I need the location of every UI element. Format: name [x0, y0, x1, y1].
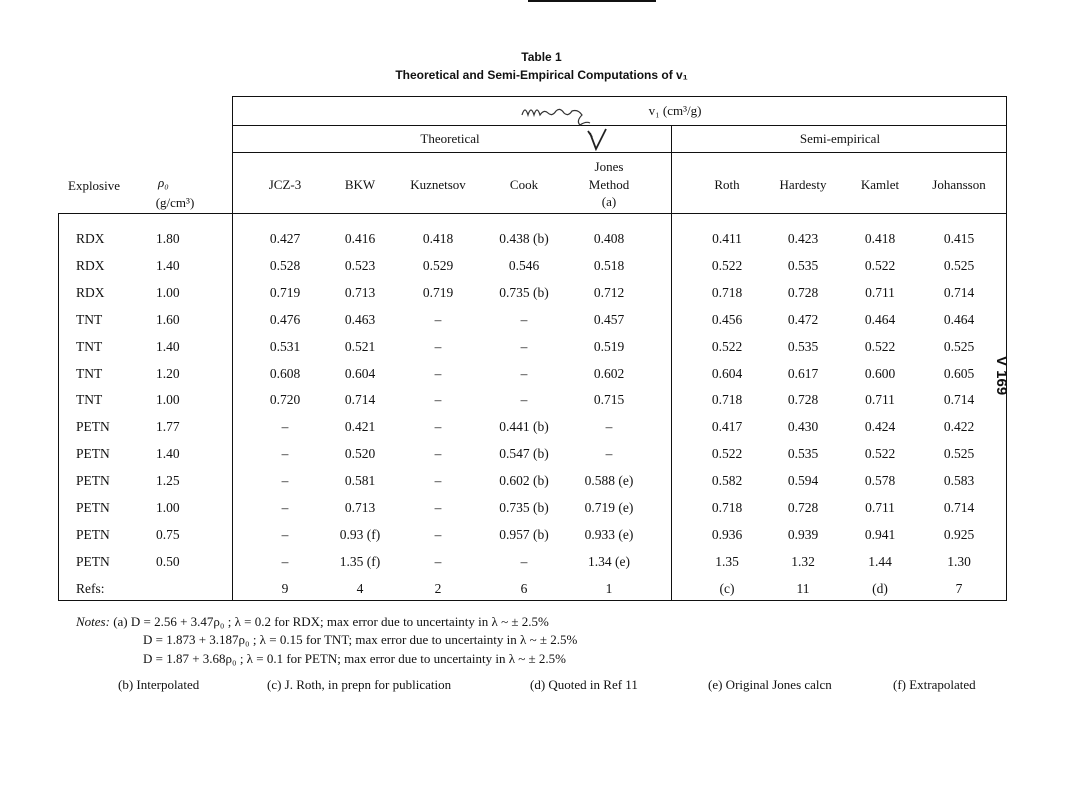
value-cell: –	[281, 446, 289, 462]
explosive-cell: PETN	[76, 553, 110, 569]
value-cell: –	[281, 473, 289, 489]
density-cell: 1.60	[156, 311, 180, 327]
value-cell: –	[605, 446, 613, 462]
value-cell: 11	[796, 580, 810, 596]
value-cell: 0.547 (b)	[499, 446, 549, 462]
explosive-cell: RDX	[76, 231, 105, 246]
value-cell: 0.427	[269, 231, 301, 246]
explosive-header: Explosive	[68, 178, 120, 193]
value-cell: 0.415	[943, 231, 975, 246]
value-cell: –	[434, 500, 442, 515]
value-cell: 0.735 (b)	[499, 284, 549, 300]
value-cell: 0.457	[593, 311, 625, 327]
value-cell: –	[520, 553, 528, 569]
header-bottom-border	[58, 213, 1007, 214]
explosive-cell: Refs:	[76, 580, 105, 596]
density-cell: 0.50	[156, 553, 180, 569]
value-cell: 0.522	[864, 446, 896, 462]
value-cell: –	[434, 553, 442, 569]
value-cell: 0.608	[269, 365, 301, 381]
density-cell: 1.20	[156, 365, 180, 381]
value-cell: 6	[520, 580, 528, 596]
value-cell: 0.535	[787, 446, 819, 462]
value-cell: 0.588 (e)	[584, 473, 634, 489]
value-cell: 0.464	[864, 311, 896, 327]
v1-unit-header: v₁ (cm³/g)	[648, 103, 702, 118]
value-cell: 1	[605, 580, 613, 596]
value-cell: –	[434, 526, 442, 542]
value-cell: 0.735 (b)	[499, 500, 549, 515]
footnote-c: (c) J. Roth, in prepn for publication	[267, 677, 452, 692]
value-cell: (c)	[719, 580, 735, 596]
value-cell: –	[520, 311, 528, 327]
value-cell: –	[281, 553, 289, 569]
explosive-cell: TNT	[76, 338, 103, 354]
value-cell: 0.714	[943, 500, 975, 515]
footnote-e: (e) Original Jones calcn	[708, 677, 832, 692]
table-left-border	[58, 213, 59, 601]
col-cook: Cook	[509, 177, 539, 192]
density-cell: 1.40	[156, 257, 180, 273]
theoretical-group-header: Theoretical	[420, 131, 480, 146]
col-jones-method: Method	[588, 177, 630, 192]
value-cell: 0.728	[787, 284, 819, 300]
footnote-b: (b) Interpolated	[118, 677, 200, 692]
explosive-cell: PETN	[76, 500, 110, 515]
value-cell: 1.32	[791, 553, 815, 569]
explosive-cell: RDX	[76, 257, 105, 273]
value-cell: 0.578	[864, 473, 896, 489]
value-cell: 0.602 (b)	[499, 473, 549, 489]
explosive-cell: RDX	[76, 284, 105, 300]
value-cell: 0.525	[943, 338, 975, 354]
value-cell: 0.714	[943, 284, 975, 300]
value-cell: 0.594	[787, 473, 819, 489]
table-right-border	[1006, 96, 1007, 601]
value-cell: 0.422	[943, 419, 975, 435]
value-cell: 0.711	[865, 284, 895, 300]
value-cell: 0.521	[344, 338, 376, 354]
value-cell: 0.718	[711, 500, 743, 515]
col-kamlet: Kamlet	[860, 177, 900, 192]
value-cell: 0.936	[711, 526, 743, 542]
value-cell: (d)	[872, 580, 888, 596]
explosive-cell: PETN	[76, 419, 110, 435]
value-cell: 0.600	[864, 365, 896, 381]
value-cell: 0.416	[344, 231, 376, 246]
handwritten-annotation	[520, 101, 620, 151]
value-cell: –	[281, 419, 289, 435]
explosive-cell: TNT	[76, 311, 103, 327]
semi-empirical-group-header: Semi-empirical	[799, 131, 881, 146]
value-cell: 0.523	[344, 257, 376, 273]
value-cell: 0.714	[344, 392, 376, 408]
density-cell: 1.00	[156, 500, 180, 515]
header-left-border	[232, 96, 233, 214]
value-cell: –	[434, 365, 442, 381]
column-divider-groups	[671, 125, 672, 601]
col-jones: Jones	[594, 159, 624, 174]
table-bottom-border	[58, 600, 1007, 601]
density-cell: 1.77	[156, 419, 180, 435]
value-cell: –	[434, 311, 442, 327]
column-divider-density	[232, 213, 233, 601]
value-cell: 0.711	[865, 500, 895, 515]
density-cell: 1.00	[156, 392, 180, 408]
value-cell: 1.44	[868, 553, 892, 569]
value-cell: 0.718	[711, 284, 743, 300]
col-roth: Roth	[714, 177, 740, 192]
value-cell: 0.715	[593, 392, 625, 408]
value-cell: –	[605, 419, 613, 435]
note-a-rdx: (a) D = 2.56 + 3.47ρ₀ ; λ = 0.2 for RDX; max error due to uncertainty in λ ~ ± 2.5%	[113, 614, 549, 629]
value-cell: 0.712	[593, 284, 625, 300]
value-cell: 0.711	[865, 392, 895, 408]
header-group-border	[232, 152, 1007, 153]
value-cell: –	[520, 365, 528, 381]
col-johansson: Johansson	[932, 177, 986, 192]
table-subtitle: Theoretical and Semi-Empirical Computations of v₁	[395, 68, 688, 82]
note-a-petn: D = 1.87 + 3.68ρ₀ ; λ = 0.1 for PETN; max error due to uncertainty in λ ~ ± 2.5%	[143, 651, 566, 666]
density-cell: 1.40	[156, 446, 180, 462]
value-cell: 0.535	[787, 257, 819, 273]
value-cell: 0.720	[269, 392, 301, 408]
value-cell: 0.522	[711, 446, 743, 462]
col-jones-note: (a)	[601, 194, 617, 209]
value-cell: 0.522	[711, 338, 743, 354]
value-cell: 0.941	[864, 526, 896, 542]
value-cell: –	[434, 419, 442, 435]
value-cell: 0.604	[711, 365, 743, 381]
value-cell: 0.604	[344, 365, 376, 381]
value-cell: 0.408	[593, 231, 625, 246]
value-cell: 0.525	[943, 446, 975, 462]
value-cell: 0.939	[787, 526, 819, 542]
col-hardesty: Hardesty	[779, 177, 827, 192]
value-cell: –	[434, 392, 442, 408]
value-cell: 0.518	[593, 257, 625, 273]
value-cell: 0.583	[943, 473, 975, 489]
value-cell: –	[520, 338, 528, 354]
value-cell: 2	[434, 580, 442, 596]
explosive-cell: PETN	[76, 446, 110, 462]
value-cell: 1.35	[715, 553, 739, 569]
density-cell: 1.25	[156, 473, 180, 489]
col-jcz3: JCZ-3	[268, 177, 302, 192]
value-cell: 1.34 (e)	[588, 553, 630, 569]
value-cell: 0.463	[344, 311, 376, 327]
value-cell: 0.546	[508, 257, 540, 273]
value-cell: 0.535	[787, 338, 819, 354]
top-rule	[528, 0, 656, 2]
density-cell: 1.40	[156, 338, 180, 354]
value-cell: 0.520	[344, 446, 376, 462]
table-title: Table 1	[521, 50, 562, 64]
rho-header: ρ₀	[158, 175, 169, 190]
value-cell: 0.582	[711, 473, 743, 489]
density-cell: 1.80	[156, 231, 180, 246]
value-cell: 0.464	[943, 311, 975, 327]
value-cell: 0.714	[943, 392, 975, 408]
value-cell: 0.713	[344, 284, 376, 300]
value-cell: 0.602	[593, 365, 625, 381]
col-bkw: BKW	[344, 177, 376, 192]
value-cell: 1.30	[947, 553, 971, 569]
value-cell: 0.411	[712, 231, 742, 246]
value-cell: –	[434, 446, 442, 462]
explosive-cell: TNT	[76, 365, 103, 381]
value-cell: 0.728	[787, 392, 819, 408]
value-cell: 0.719	[422, 284, 454, 300]
value-cell: 0.522	[864, 338, 896, 354]
value-cell: 0.456	[711, 311, 743, 327]
value-cell: 0.605	[943, 365, 975, 381]
value-cell: 9	[281, 580, 289, 596]
value-cell: 0.933 (e)	[584, 526, 634, 542]
value-cell: 0.525	[943, 257, 975, 273]
value-cell: 0.472	[787, 311, 819, 327]
value-cell: –	[434, 338, 442, 354]
value-cell: –	[434, 473, 442, 489]
value-cell: 0.529	[422, 257, 454, 273]
value-cell: 0.424	[864, 419, 896, 435]
value-cell: 0.719 (e)	[584, 500, 634, 515]
value-cell: 0.522	[711, 257, 743, 273]
value-cell: 0.418	[422, 231, 454, 246]
value-cell: 0.476	[269, 311, 301, 327]
value-cell: 0.438 (b)	[499, 231, 549, 246]
density-cell: 1.00	[156, 284, 180, 300]
value-cell: 0.93 (f)	[339, 526, 381, 542]
value-cell: 0.581	[344, 473, 376, 489]
explosive-cell: PETN	[76, 526, 110, 542]
value-cell: 0.531	[269, 338, 301, 354]
value-cell: 0.925	[943, 526, 975, 542]
explosive-cell: TNT	[76, 392, 103, 408]
col-kuznetsov: Kuznetsov	[410, 177, 466, 192]
header-top-border	[232, 96, 1007, 97]
density-cell: 0.75	[156, 526, 180, 542]
value-cell: 0.528	[269, 257, 301, 273]
value-cell: 0.519	[593, 338, 625, 354]
value-cell: 4	[356, 580, 364, 596]
value-cell: 0.441 (b)	[499, 419, 549, 435]
value-cell: 0.421	[344, 419, 376, 435]
value-cell: 1.35 (f)	[339, 553, 381, 569]
value-cell: 0.417	[711, 419, 743, 435]
rho-unit-header: (g/cm³)	[155, 195, 195, 210]
value-cell: 0.957 (b)	[499, 526, 549, 542]
value-cell: 0.617	[787, 365, 819, 381]
explosive-cell: PETN	[76, 473, 110, 489]
value-cell: 7	[955, 580, 963, 596]
value-cell: 0.430	[787, 419, 819, 435]
value-cell: 0.718	[711, 392, 743, 408]
notes-line-1	[76, 614, 549, 630]
value-cell: 0.522	[864, 257, 896, 273]
notes-label: Notes:	[76, 614, 110, 629]
value-cell: 0.418	[864, 231, 896, 246]
footnote-f: (f) Extrapolated	[893, 677, 976, 692]
value-cell: –	[281, 526, 289, 542]
value-cell: 0.728	[787, 500, 819, 515]
note-a-tnt: D = 1.873 + 3.187ρ₀ ; λ = 0.15 for TNT; max error due to uncertainty in λ ~ ± 2.5%	[143, 632, 578, 647]
value-cell: 0.423	[787, 231, 819, 246]
footnote-d: (d) Quoted in Ref 11	[530, 677, 638, 692]
value-cell: –	[520, 392, 528, 408]
value-cell: 0.719	[269, 284, 301, 300]
side-page-label: V 169	[993, 356, 1010, 396]
value-cell: –	[281, 500, 289, 515]
value-cell: 0.713	[344, 500, 376, 515]
